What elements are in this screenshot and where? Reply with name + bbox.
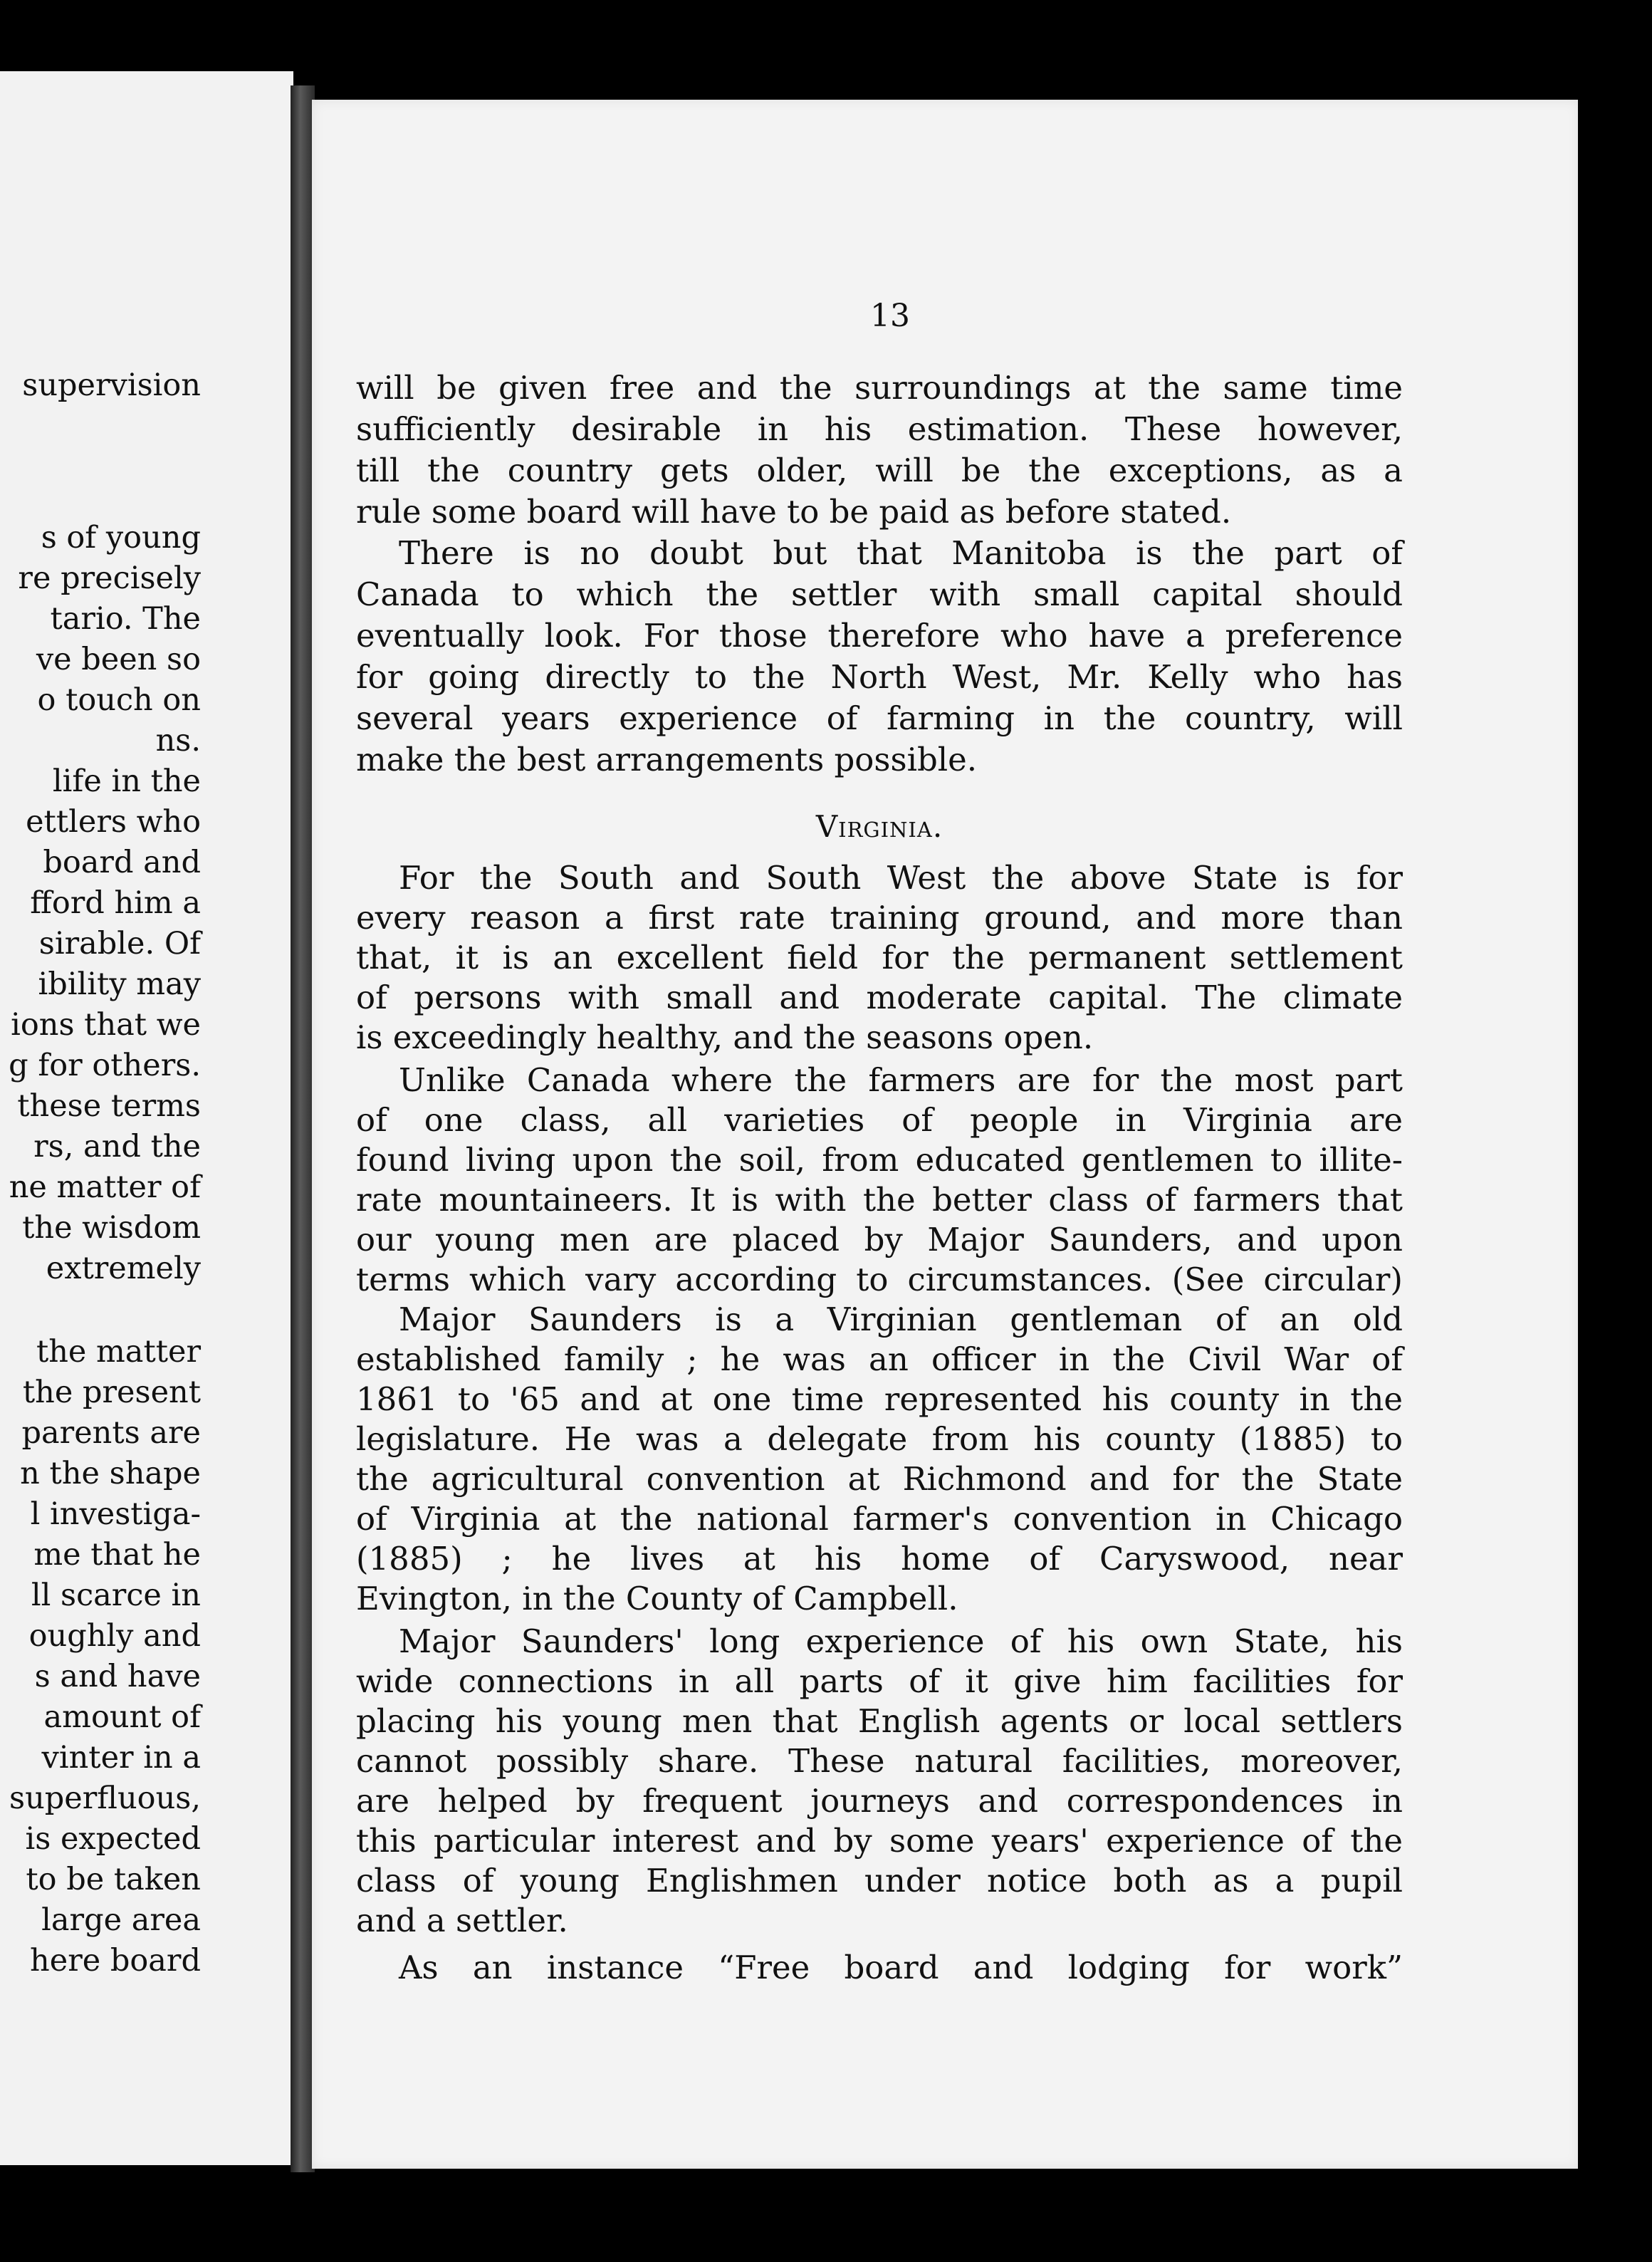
text-line: rate mountaineers. It is with the better class of farmers that xyxy=(356,1181,1403,1219)
left-line: n the shape xyxy=(20,1456,201,1491)
left-line: ve been so xyxy=(36,642,201,677)
text-line: placing his young men that English agents or local settlers xyxy=(356,1702,1403,1740)
left-line: the wisdom xyxy=(22,1210,201,1246)
text-line: legislature. He was a delegate from his county (1885) to xyxy=(356,1420,1403,1458)
text-line: (1885) ; he lives at his home of Caryswood, near xyxy=(356,1540,1403,1578)
text-line: sufficiently desirable in his estimation. These however, xyxy=(356,410,1403,448)
left-line: g for others. xyxy=(9,1048,201,1083)
left-line: extremely xyxy=(46,1251,201,1286)
section-heading: Virginia. xyxy=(815,809,943,844)
left-line: fford him a xyxy=(30,885,201,921)
text-line: the agricultural convention at Richmond and for the State xyxy=(356,1460,1403,1498)
text-line: of persons with small and moderate capital. The climate xyxy=(356,979,1403,1016)
left-line: l investiga- xyxy=(30,1496,201,1532)
left-line: is expected xyxy=(25,1821,201,1857)
text-line: are helped by frequent journeys and correspondences in xyxy=(356,1782,1403,1820)
book-gutter xyxy=(291,85,315,2172)
text-line: Major Saunders' long experience of his own State, his xyxy=(399,1622,1403,1660)
left-line: s and have xyxy=(34,1659,201,1694)
text-line: established family ; he was an officer in the Civil War of xyxy=(356,1340,1403,1378)
text-line: our young men are placed by Major Saunders, and upon xyxy=(356,1221,1403,1258)
text-line: wide connections in all parts of it give him facilities for xyxy=(356,1662,1403,1700)
left-line: amount of xyxy=(43,1699,201,1735)
left-line: life in the xyxy=(52,763,201,799)
text-line: is exceedingly healthy, and the seasons open. xyxy=(356,1018,1094,1056)
left-line: s of young xyxy=(41,520,201,556)
text-line: till the country gets older, will be the exceptions, as a xyxy=(356,452,1403,489)
text-line: cannot possibly share. These natural facilities, moreover, xyxy=(356,1742,1403,1780)
text-line: Canada to which the settler with small capital should xyxy=(356,575,1403,613)
text-line: 1861 to '65 and at one time represented his county in the xyxy=(356,1380,1403,1418)
text-line: this particular interest and by some years' experience of the xyxy=(356,1822,1403,1860)
left-line: large area xyxy=(41,1902,201,1938)
text-line: several years experience of farming in the country, will xyxy=(356,699,1403,737)
left-line: the matter xyxy=(36,1334,201,1370)
left-line: ll scarce in xyxy=(31,1578,201,1613)
left-line: here board xyxy=(30,1943,201,1979)
text-line: of Virginia at the national farmer's convention in Chicago xyxy=(356,1500,1403,1538)
left-line: ions that we xyxy=(11,1007,201,1043)
text-line: that, it is an excellent field for the permanent settlement xyxy=(356,939,1403,976)
text-line: Evington, in the County of Campbell. xyxy=(356,1580,958,1617)
page-number: 13 xyxy=(870,298,910,334)
text-line: terms which vary according to circumstances. (See circular) xyxy=(356,1261,1403,1298)
text-line: and a settler. xyxy=(356,1902,568,1939)
left-line: supervision xyxy=(22,368,201,403)
left-line: superfluous, xyxy=(9,1781,201,1816)
left-line: vinter in a xyxy=(41,1740,201,1776)
text-line: every reason a first rate training ground, and more than xyxy=(356,899,1403,937)
left-line: ibility may xyxy=(38,966,201,1002)
left-line: oughly and xyxy=(28,1618,201,1654)
left-line: ns. xyxy=(155,723,201,759)
left-line: the present xyxy=(22,1375,201,1410)
left-page xyxy=(0,71,293,2165)
text-line: Major Saunders is a Virginian gentleman of an old xyxy=(399,1301,1403,1338)
text-line: make the best arrangements possible. xyxy=(356,741,978,778)
left-line: these terms xyxy=(17,1088,201,1124)
text-line: There is no doubt but that Manitoba is the part of xyxy=(399,534,1403,572)
text-line: eventually look. For those therefore who have a preference xyxy=(356,617,1403,655)
left-line: to be taken xyxy=(26,1862,201,1897)
text-line: For the South and South West the above State is for xyxy=(399,859,1403,897)
text-line: found living upon the soil, from educated gentlemen to illite- xyxy=(356,1141,1403,1179)
left-line: ne matter of xyxy=(9,1169,201,1205)
left-line: me that he xyxy=(33,1537,201,1573)
left-line: re precisely xyxy=(18,561,201,596)
text-line: for going directly to the North West, Mr. Kelly who has xyxy=(356,658,1403,696)
left-line: o touch on xyxy=(37,682,201,718)
text-line: As an instance “Free board and lodging for work” xyxy=(399,1949,1403,1986)
text-line: class of young Englishmen under notice both as a pupil xyxy=(356,1862,1403,1899)
left-line: board and xyxy=(43,845,201,880)
left-line: parents are xyxy=(21,1415,201,1451)
scan-border xyxy=(1578,93,1652,2172)
left-line: rs, and the xyxy=(33,1129,201,1164)
text-line: of one class, all varieties of people in Virginia are xyxy=(356,1101,1403,1139)
left-line: ettlers who xyxy=(26,804,201,840)
left-line: sirable. Of xyxy=(38,926,201,961)
text-line: Unlike Canada where the farmers are for the most part xyxy=(399,1061,1403,1099)
text-line: will be given free and the surroundings at the same time xyxy=(356,369,1403,407)
left-line: tario. The xyxy=(50,601,201,637)
text-line: rule some board will have to be paid as before stated. xyxy=(356,493,1232,531)
